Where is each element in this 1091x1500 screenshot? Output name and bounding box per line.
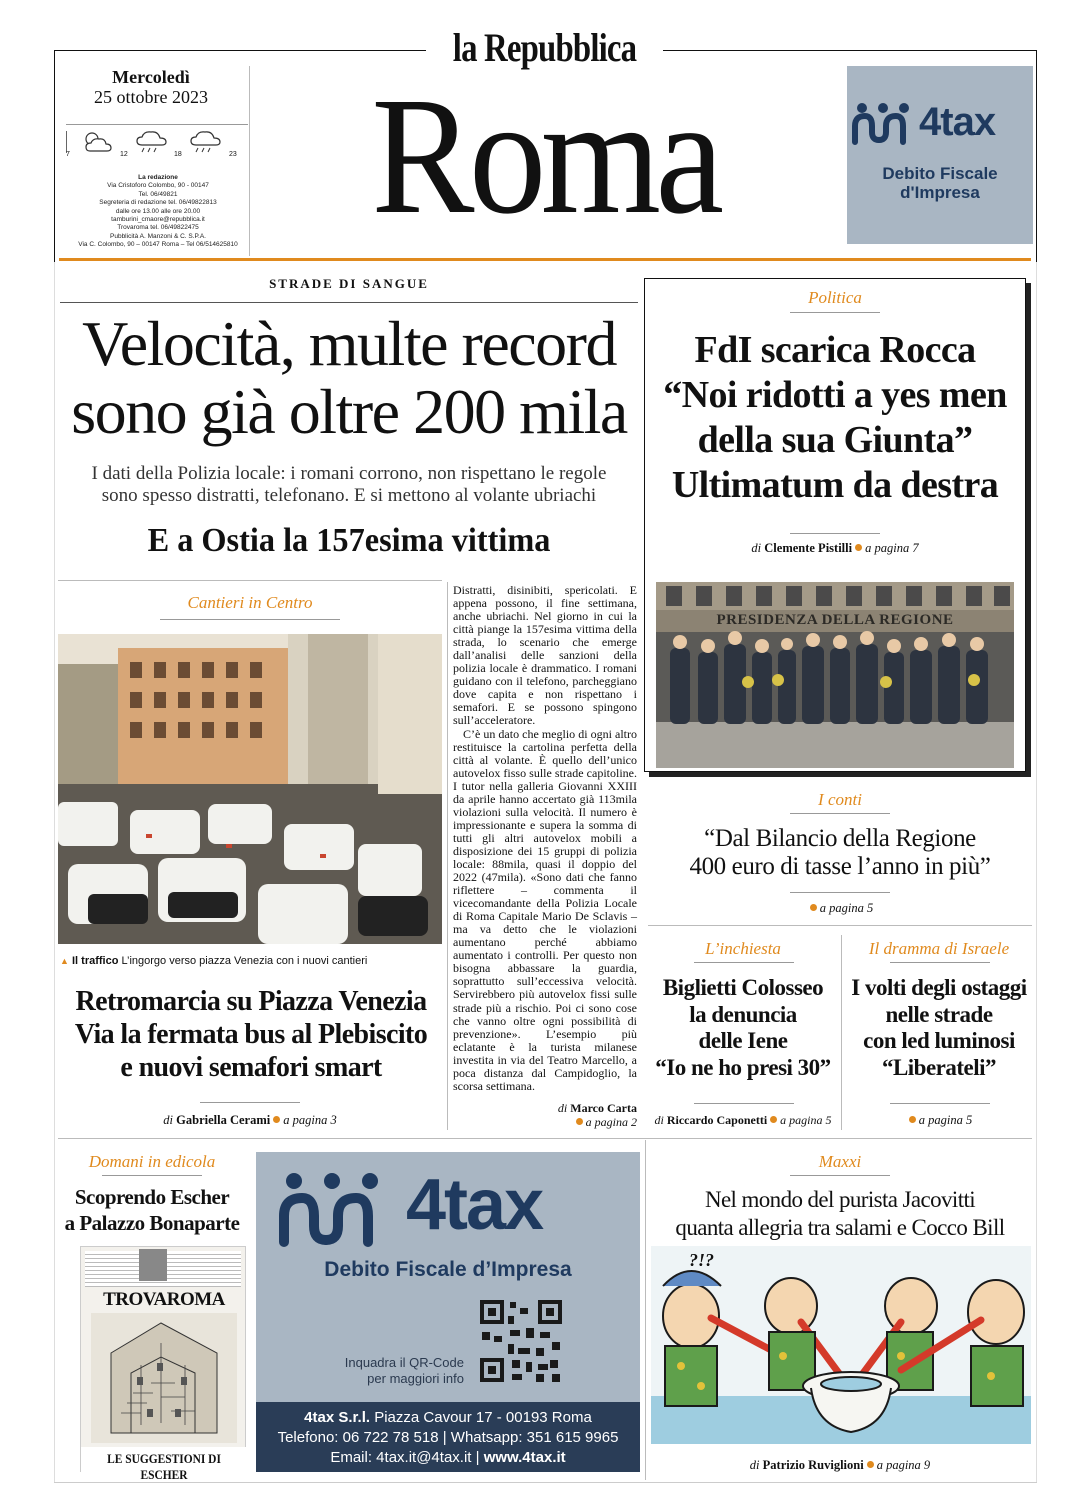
israele-headline[interactable]: [842, 975, 1036, 1081]
trovaroma-cover[interactable]: [80, 1246, 246, 1482]
article-paragraph-2: C’è un dato che meglio di ogni altro restituisce la cartolina perfetta della città al volante. È quello dell’unico autovelox fisso sulle strade capitoline. I tutor nella galleria Giovanni XXIII da aprile hanno accertato già 113mila violazioni sulla velocità. Il numero è impressionante e supera la somma di tutti gli altri autovelox mobili a disposizione dei 15 gruppi di polizia locale: 88mila, quasi il doppio del 2022 (47mila). «Sono dati che fanno riflettere – commenta il vicecomandante della Polizia Locale di Roma Capitale Mario De Sclavis – ma va detto che le violazioni aumentano perché abbiamo aumentato i controlli. Per questo non bisogna abbassare la guardia, soprattutto sull’eccessiva velocità. Servirebbero più autovelox fissi sulle strade più a rischio. Poi ci sono cose che vanno oltre ogni possibilità di prevenzione». L’esempio più eclatante è la turista milanese investita in via del Teatro Marcello, a poca distanza dal Campidoglio, la scorsa settimana.: [453, 726, 637, 1093]
cover-portrait: [139, 1249, 167, 1281]
column-divider: [447, 582, 448, 1130]
ad-qr-text: [316, 1355, 464, 1387]
ad-contact-bar: [256, 1402, 640, 1472]
israele-page: a pagina 5: [918, 1113, 973, 1127]
redazione-line: Via C. Colombo, 90 – 00147 Roma – Tel 06/514625810: [78, 241, 238, 249]
escher-artwork: [91, 1313, 237, 1443]
ad-qr-text-1: Inquadra il QR-Code: [344, 1355, 464, 1370]
triangle-icon: ▲: [60, 956, 69, 966]
weather-strip: [66, 124, 248, 160]
article-byline[interactable]: [453, 1101, 637, 1129]
cantieri-kicker: Cantieri in Centro: [187, 593, 313, 612]
edition-title: Roma: [371, 63, 719, 249]
israele-kicker-rule: [890, 962, 990, 963]
redazione-line: Pubblicità A. Manzoni & C. S.P.A.: [110, 232, 206, 240]
ad-4tax-top[interactable]: [847, 66, 1033, 244]
redazione-line: Trovaroma tel. 06/49822475: [117, 224, 199, 232]
inchiesta-headline-1: Biglietti Colosseo: [662, 975, 824, 1000]
ad-website[interactable]: www.4tax.it: [483, 1449, 566, 1466]
ad-company: 4tax S.r.l.: [304, 1409, 371, 1426]
ad-4tax-bottom[interactable]: [256, 1152, 640, 1472]
israele-headline-3: con led luminosi: [863, 1028, 1015, 1053]
rain-cloud-icon: [134, 127, 170, 155]
redazione-line: Segreteria di redazione tel. 06/49822813: [99, 199, 217, 207]
cantieri-top-rule: [58, 580, 442, 581]
page-dot-icon: [855, 544, 862, 551]
maxxi-headline[interactable]: [648, 1186, 1032, 1242]
lead-headline-1: Velocità, multe record: [82, 308, 616, 379]
conti-page-ref[interactable]: [648, 901, 1032, 916]
ad-contacts[interactable]: Telefono: 06 722 78 518 | Whatsapp: 351 615 9965: [277, 1429, 619, 1446]
politica-headline-2: “Noi ridotti a yes men: [663, 374, 1007, 416]
cantieri-byline-rule: [200, 1102, 300, 1103]
inchiesta-page: a pagina 5: [780, 1113, 832, 1127]
page-dot-icon: [867, 1461, 874, 1468]
israele-page-ref[interactable]: [844, 1113, 1034, 1128]
article-author: Marco Carta: [570, 1101, 637, 1115]
byline-prefix: di: [557, 1101, 568, 1115]
regione-building-photo: [656, 582, 1014, 768]
photo-sign: PRESIDENZA DELLA REGIONE: [716, 612, 954, 628]
qr-code-icon[interactable]: [478, 1298, 564, 1384]
lead-headline[interactable]: [54, 310, 644, 446]
israele-headline-2: nelle strade: [885, 1001, 993, 1027]
page-dot-icon: [576, 1118, 583, 1125]
conti-bottom-rule: [648, 925, 1032, 926]
ad-top-tagline-2: d'Impresa: [900, 183, 980, 202]
issue-date: [60, 67, 242, 107]
cantieri-headline-2: Via la fermata bus al Plebiscito: [74, 1019, 428, 1050]
masthead-border-left: [54, 50, 55, 262]
masthead-divider: [249, 66, 250, 256]
ad-top-tagline-1: Debito Fiscale: [882, 164, 998, 183]
politica-byline-rule: [790, 533, 880, 534]
cantieri-byline[interactable]: [58, 1113, 442, 1128]
redazione-line: Tel. 06/49821: [138, 190, 178, 198]
4tax-logo-icon: [278, 1172, 388, 1246]
ad-qr-text-2: per maggiori info: [367, 1371, 464, 1386]
partly-cloudy-icon: [80, 127, 116, 155]
maxxi-kicker-rule: [790, 1175, 890, 1176]
redazione-info: [62, 174, 254, 250]
page-frame-left: [54, 262, 55, 1482]
date: 25 ottobre 2023: [94, 87, 208, 107]
byline-prefix: di: [654, 1113, 664, 1127]
inchiesta-headline[interactable]: [648, 975, 838, 1081]
page-frame-bottom: [54, 1482, 1037, 1483]
jacovitti-illustration: [651, 1246, 1031, 1444]
cover-footer: LE SUGGESTIONI DI ESCHER: [107, 1451, 221, 1482]
israele-headline-4: “Liberateli”: [881, 1054, 997, 1080]
ad-top-brand: 4tax: [919, 100, 996, 144]
politica-headline-1: FdI scarica Rocca: [694, 329, 976, 371]
maxxi-kicker: Maxxi: [818, 1152, 862, 1171]
bottom-row-rule: [58, 1138, 1032, 1139]
ad-top-tagline: [847, 164, 1033, 202]
4tax-logo-icon: [852, 102, 914, 144]
lead-article: [453, 584, 637, 1093]
lead-subhead[interactable]: E a Ostia la 157esima vittima: [147, 522, 551, 559]
cartoon-balloon: ?!?: [689, 1250, 715, 1270]
inchiesta-headline-4: “Io ne ho presi 30”: [655, 1054, 831, 1080]
conti-headline-2: 400 euro di tasse l’anno in più”: [689, 853, 991, 880]
cantieri-page: a pagina 3: [283, 1113, 337, 1127]
page-dot-icon: [909, 1116, 916, 1123]
politica-kicker-rule: [790, 312, 880, 313]
edicola-kicker-rule: [102, 1175, 202, 1176]
lead-summary-1: I dati della Polizia locale: i romani corrono, non rispettano le regole: [91, 463, 607, 484]
maxxi-headline-1: Nel mondo del purista Jacovitti: [704, 1187, 976, 1212]
politica-headline-3: della sua Giunta”: [697, 419, 973, 461]
ad-bottom-tagline: Debito Fiscale d’Impresa: [324, 1258, 572, 1281]
lead-rule: [60, 302, 638, 303]
inchiesta-kicker-rule: [694, 962, 794, 963]
byline-prefix: di: [163, 1113, 174, 1127]
article-page: a pagina 2: [585, 1115, 637, 1129]
page-dot-icon: [810, 904, 817, 911]
cantieri-headline[interactable]: [54, 985, 448, 1084]
rain-cloud-icon: [188, 127, 224, 155]
redazione-line: tamburini_cmaore@repubblica.it: [111, 216, 205, 224]
inchiesta-headline-2: la denuncia: [689, 1001, 797, 1027]
byline-prefix: di: [751, 541, 762, 555]
redazione-line: Via Cristoforo Colombo, 90 - 00147: [107, 182, 209, 190]
inchiesta-headline-3: delle Iene: [698, 1028, 788, 1053]
inchiesta-author: Riccardo Caponetti: [666, 1113, 768, 1127]
conti-headline[interactable]: [648, 825, 1032, 881]
lead-summary: [60, 463, 638, 507]
lead-headline-2: sono già oltre 200 mila: [71, 376, 627, 447]
conti-page: a pagina 5: [819, 901, 874, 915]
politica-headline-4: Ultimatum da destra: [671, 464, 999, 506]
traffic-photo: [58, 634, 442, 944]
article-paragraph-1: Distratti, disinibiti, spericolati. E appena possono, il fine settimana, anche ubriachi. Nel giorno in cui la città piange la 157esima vittima della strada, lo scenario che emerge dall’analisi delle sanzioni della polizia locale è drammatico. I romani guidano con il telefono, parcheggiano dove capita e non rispettano i semafori. E se possono spingono sull’acceleratore.: [453, 583, 637, 728]
lead-section: STRADE DI SANGUE: [269, 276, 429, 291]
politica-author: Clemente Pistilli: [764, 541, 853, 555]
masthead-rule-left: [54, 50, 426, 51]
traffic-caption: [60, 955, 444, 967]
temp-high-2: 18: [174, 151, 182, 158]
israele-headline-1: I volti degli ostaggi: [851, 975, 1027, 1000]
masthead-accent-rule: [59, 258, 1031, 261]
conti-headline-1: “Dal Bilancio della Regione: [704, 825, 976, 852]
caption-label: Il traffico: [71, 955, 119, 967]
cover-brand: TROVAROMA: [103, 1289, 225, 1310]
politica-byline[interactable]: [644, 541, 1026, 556]
edicola-kicker: Domani in edicola: [88, 1152, 216, 1171]
lead-summary-2: sono spesso distratti, telefonano. E si mettono al volante ubriachi: [101, 485, 597, 506]
temp-high-3: 23: [229, 151, 237, 158]
inchiesta-byline-rule: [694, 1103, 794, 1104]
maxxi-byline[interactable]: [648, 1458, 1032, 1473]
weekday: Mercoledì: [112, 67, 190, 87]
cantieri-kicker-rule: [160, 619, 340, 620]
masthead-border-right: [1036, 50, 1037, 262]
byline-prefix: di: [749, 1458, 760, 1472]
politica-photo: [656, 582, 1014, 768]
cantieri-headline-3: e nuovi semafori smart: [120, 1052, 382, 1083]
inchiesta-byline[interactable]: [640, 1113, 846, 1128]
israele-byline-rule: [890, 1103, 990, 1104]
conti-kicker: I conti: [818, 790, 862, 809]
edicola-headline[interactable]: [56, 1184, 248, 1236]
politica-kicker: Politica: [808, 288, 862, 307]
brand-logo[interactable]: la Repubblica: [452, 25, 637, 70]
cantieri-author: Gabriella Cerami: [176, 1113, 271, 1127]
redazione-line: dalle ore 13.00 alle ore 20.00: [115, 207, 201, 215]
edicola-headline-1: Scoprendo Escher: [74, 1185, 230, 1209]
caption-text: L’ingorgo verso piazza Venezia con i nuovi cantieri: [121, 955, 368, 967]
cantieri-headline-1: Retromarcia su Piazza Venezia: [75, 986, 427, 1017]
ad-address: Piazza Cavour 17 - 00193 Roma: [370, 1409, 592, 1426]
politica-page: a pagina 7: [865, 541, 919, 555]
inchiesta-kicker: L’inchiesta: [705, 939, 781, 958]
politica-headline[interactable]: [646, 328, 1024, 508]
conti-kicker-rule: [790, 813, 890, 814]
temp-low-1: 7: [66, 151, 70, 158]
redazione-title: La redazione: [138, 174, 178, 181]
traffic-jam-photo: [58, 634, 442, 944]
maxxi-divider: [645, 1140, 646, 1480]
masthead-rule-right: [663, 50, 1037, 51]
edicola-headline-2: a Palazzo Bonaparte: [64, 1211, 240, 1235]
page-dot-icon: [770, 1116, 777, 1123]
page-frame-right: [1036, 262, 1037, 1482]
ad-bottom-brand: 4tax: [406, 1165, 543, 1245]
maxxi-page: a pagina 9: [876, 1458, 931, 1472]
conti-byline-rule: [790, 892, 890, 893]
maxxi-headline-2: quanta allegria tra salami e Cocco Bill: [675, 1215, 1005, 1240]
temp-high-1: 12: [120, 151, 128, 158]
ad-email[interactable]: Email: 4tax.it@4tax.it |: [330, 1449, 484, 1466]
cartoon-art: [651, 1246, 1031, 1444]
maxxi-author: Patrizio Ruviglioni: [762, 1458, 864, 1472]
israele-kicker: Il dramma di Israele: [868, 939, 1010, 958]
page-dot-icon: [273, 1116, 280, 1123]
